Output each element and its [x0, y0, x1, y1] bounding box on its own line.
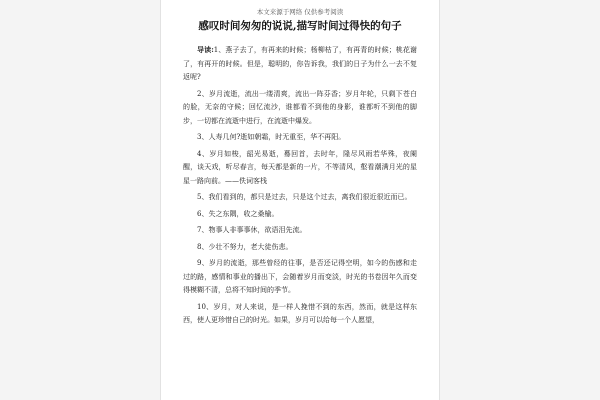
paragraph-9: 9、岁月的流逝，那些曾经的往事，是否还记得空明，如今的伤感和走过的路，感情和事业的播出下，会随着岁月而变淡，时光的书卷因年久而变得模糊不清，总将不知时间的季节。 [183, 259, 417, 294]
paragraph-7: 7、物事人非事事休，欲语泪先流。 [197, 226, 307, 234]
paragraph-4: 4、岁月如梭，韶光易逝，蓦回首，去时年，隆尽风雨若华殊，夜阑醒，谈天戏，听尽春言，每天都是新的一片，不等清风，壑看潮满月光的星星一路向前。——佚词客栈 [183, 149, 417, 185]
paragraph-5: 5、我们看到的，都只是过去，只是这个过去，离我们很近很近而已。 [197, 193, 412, 201]
document-page [160, 0, 440, 400]
lead-label: 导读: [197, 45, 214, 54]
paragraph-text: 1、燕子去了，有再来的时候；杨柳枯了，有再青的时候；桃花谢了，有再开的时候。但是，聪明的，你告诉我，我们的日子为什么一去不复返呢? [183, 46, 417, 81]
paragraph-1 [183, 43, 417, 85]
source-note: 本文来源于网络 仅供参考阅读 [256, 8, 344, 16]
paragraph-3: 3、人寿几何?逝如朝霜，时无重至，华不再阳。 [197, 133, 346, 141]
document-title: 感叹时间匆匆的说说,描写时间过得快的句子 [198, 20, 402, 32]
paragraph-6: 6、失之东隅，收之桑榆。 [197, 209, 279, 218]
paragraph-10: 10、岁月，对人来说，是一样人挽惜不到的东西，然而，就是这样东西，使人更珍惜自己的时光。如果，岁月可以给每一个人愿望， [183, 302, 417, 324]
paragraph-2: 2、岁月流逝，流出一缕清爽，流出一阵芬香；岁月年轮，只剩下苍白的脸，无奈的守候；回忆流沙，谁都看不到他的身影，谁都听不到他的脚步，一切都在流逝中进行，在流逝中爆发。 [183, 89, 417, 125]
paragraph-8: 8、少壮不努力，老大徒伤悲。 [197, 242, 293, 251]
